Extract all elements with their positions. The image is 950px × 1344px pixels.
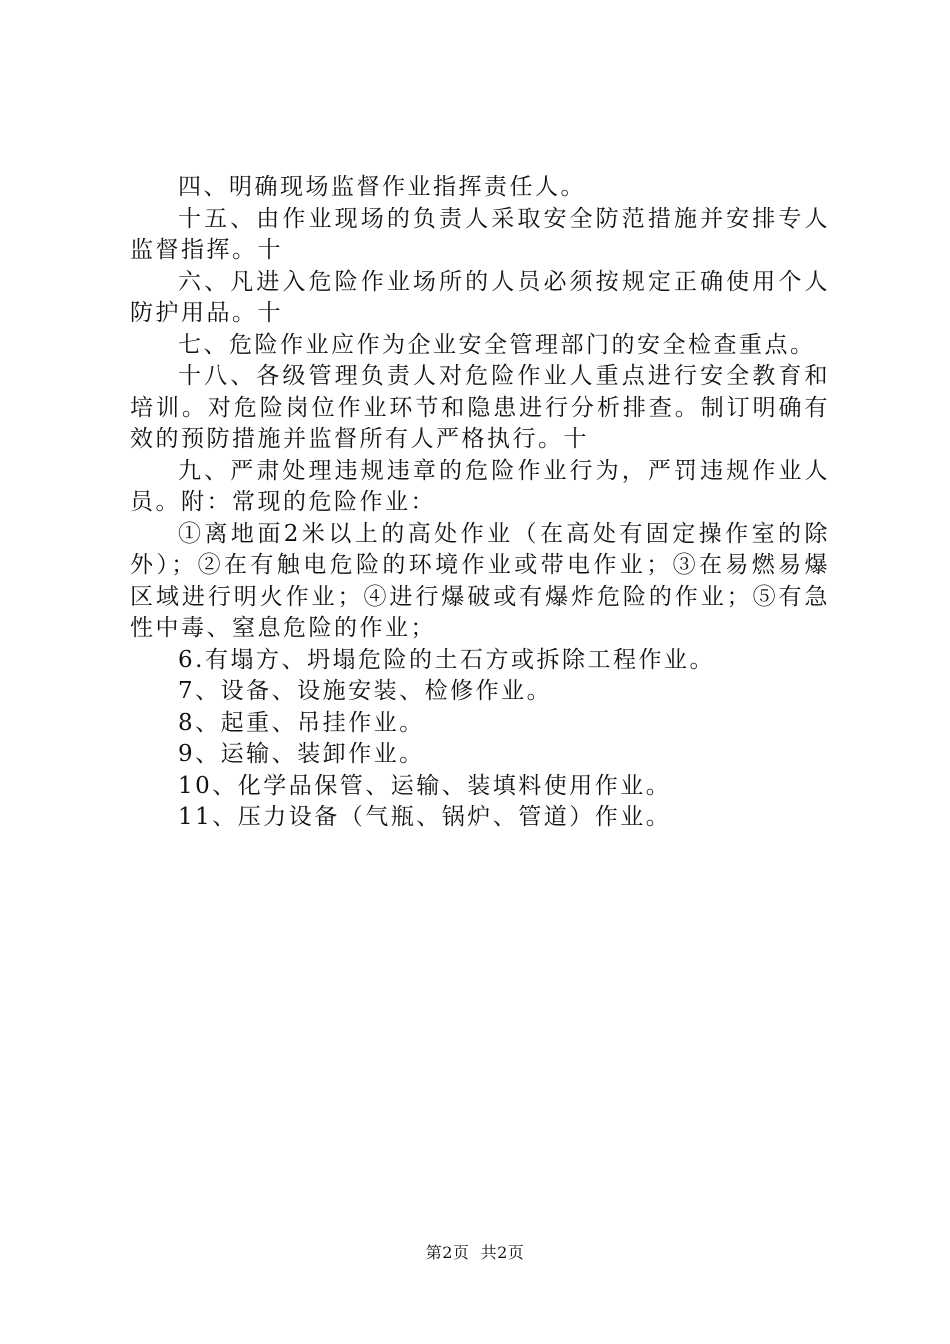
paragraph-8: 6.有塌方、坍塌危险的土石方或拆除工程作业。 [178,646,715,673]
paragraph-4: 七、危险作业应作为企业安全管理部门的安全检查重点。 [178,331,816,358]
page-footer [0,1240,950,1263]
paragraph-12: 10、化学品保管、运输、装填料使用作业。 [178,772,672,799]
paragraph-6: 九、严肃处理违规违章的危险作业行为，严罚违规作业人员。附：常现的危险作业： [130,457,830,515]
paragraph-5: 十八、各级管理负责人对危险作业人重点进行安全教育和培训。对危险岗位作业环节和隐患进行分析排查。制订明确有效的预防措施并监督所有人严格执行。十 [130,363,830,452]
page-total: 共2页 [480,1243,525,1262]
document-body [130,172,830,834]
paragraph-7: ①离地面2米以上的高处作业（在高处有固定操作室的除外）；②在有触电危险的环境作业或带电作业；③在易燃易爆区域进行明火作业；④进行爆破或有爆炸危险的作业；⑤有急性中毒、窒息危险的作业； [130,520,830,641]
paragraph-3: 六、凡进入危险作业场所的人员必须按规定正确使用个人防护用品。十 [130,268,830,326]
paragraph-13: 11、压力设备（气瓶、锅炉、管道）作业。 [178,804,672,830]
paragraph-10: 8、起重、吊挂作业。 [178,709,425,736]
page-number: 第2页 [425,1243,470,1262]
paragraph-1: 四、明确现场监督作业指挥责任人。 [178,174,586,200]
paragraph-2: 十五、由作业现场的负责人采取安全防范措施并安排专人监督指挥。十 [130,205,830,263]
paragraph-9: 7、设备、设施安装、检修作业。 [178,678,553,704]
paragraph-11: 9、运输、装卸作业。 [178,741,425,767]
